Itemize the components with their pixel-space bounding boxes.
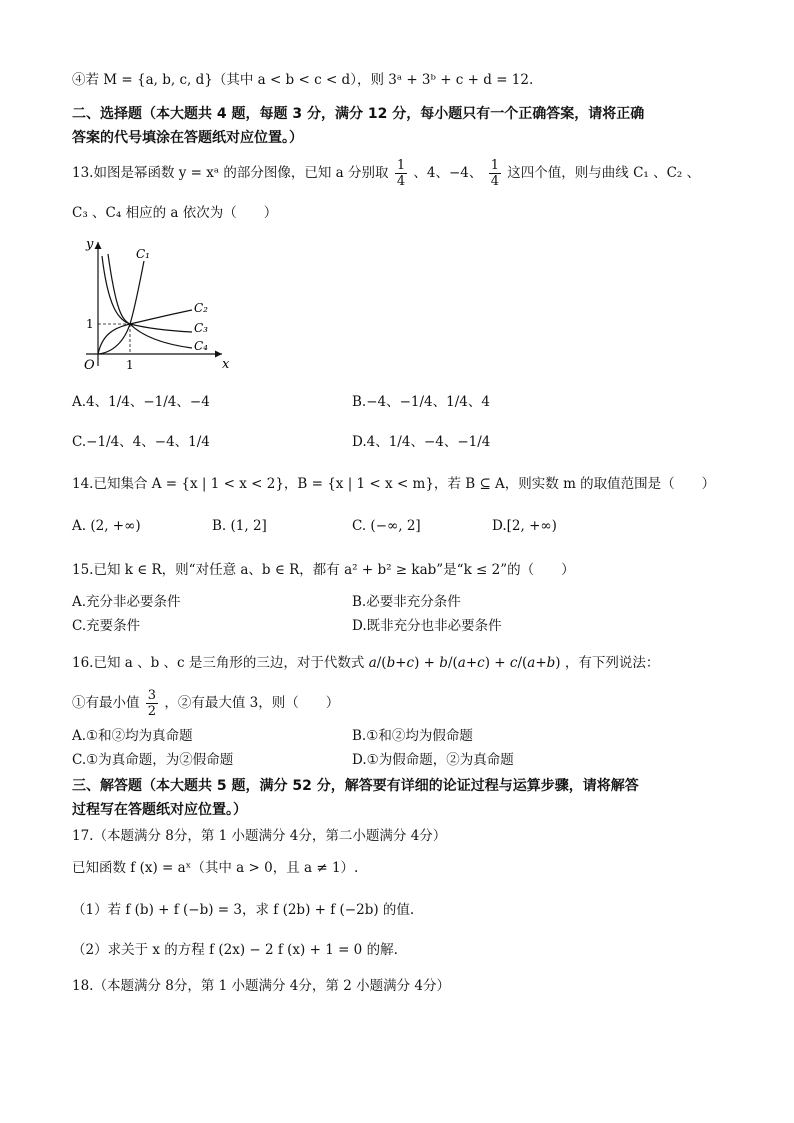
curve-c4	[108, 254, 192, 348]
q15-option-d[interactable]: D.既非充分也非必要条件	[352, 618, 502, 634]
q16-option-a[interactable]: A.①和②均为真命题	[72, 728, 193, 744]
q16-stem-line2	[72, 688, 339, 719]
section-3-title-line2: 过程写在答题纸对应位置。）	[72, 802, 247, 818]
q15-option-b[interactable]: B.必要非充分条件	[352, 594, 461, 610]
q15-option-c[interactable]: C.充要条件	[72, 618, 141, 634]
origin-label: O	[84, 358, 95, 373]
fraction-one-quarter: $\frac{1}{4}$	[396, 158, 406, 189]
q16-stem-pre: 16.已知 a 、b 、c 是三角形的三边，对于代数式	[72, 655, 365, 671]
statement-4: ④若 M = {a, b, c, d}（其中 a < b < c < d），则 3ᵃ + 3ᵇ + c + d = 12.	[72, 72, 534, 88]
q13-option-d[interactable]: D.4、1/4、−4、−1/4	[352, 434, 491, 450]
q16-option-d[interactable]: D.①为假命题，②为真命题	[352, 752, 514, 768]
x-axis-label: x	[222, 357, 230, 372]
c2-label: C₂	[194, 301, 208, 315]
section-2-title-line2: 答案的代号填涂在答题纸对应位置。）	[72, 130, 303, 146]
q13-option-c[interactable]: C.−1/4、4、−4、1/4	[72, 434, 210, 450]
y-axis-label: y	[86, 237, 94, 252]
c4-label: C₄	[194, 339, 208, 353]
q16-stem-b-pre: ①有最小值	[72, 695, 140, 711]
q16-option-b[interactable]: B.①和②均为假命题	[352, 728, 473, 744]
y-tick-label: 1	[86, 317, 94, 331]
c3-label: C₃	[194, 321, 208, 335]
curve-c2	[98, 310, 192, 354]
q14-option-b[interactable]: B. (1, 2]	[212, 518, 267, 534]
q15-option-a[interactable]: A.充分非必要条件	[72, 594, 181, 610]
q18-header: 18.（本题满分 8分，第 1 小题满分 4分，第 2 小题满分 4分）	[72, 978, 450, 994]
q16-stem-b-post: ，②有最大值 3，则（ ）	[164, 695, 340, 711]
c1-label: C₁	[136, 247, 150, 261]
q17-part2: （2）求关于 x 的方程 f (2x) − 2 f (x) + 1 = 0 的解.	[72, 942, 398, 958]
q13-stem-post: 这四个值，则与曲线 C₁ 、C₂ 、	[507, 165, 701, 181]
fraction-three-halves: $\frac{3}{2}$	[147, 688, 157, 719]
power-function-graph	[72, 236, 242, 376]
q13-option-b[interactable]: B.−4、−1/4、1/4、4	[352, 394, 490, 410]
section-3-title-line1: 三、解答题（本大题共 5 题，满分 52 分，解答要有详细的论证过程与运算步骤，请将解答	[72, 778, 639, 794]
fraction-neg-one-quarter: $\frac{1}{4}$	[490, 158, 499, 189]
q13-option-a[interactable]: A.4、1/4、−1/4、−4	[72, 394, 210, 410]
q17-header: 17.（本题满分 8分，第 1 小题满分 4分，第二小题满分 4分）	[72, 828, 447, 844]
q14-option-d[interactable]: D.[2, +∞)	[492, 518, 557, 534]
x-tick-label: 1	[126, 358, 134, 372]
q17-part1: （1）若 f (b) + f (−b) = 3，求 f (2b) + f (−2b) 的值.	[72, 902, 415, 918]
q14-option-a[interactable]: A. (2, +∞)	[72, 518, 141, 534]
q16-stem-line1: 16.已知 a 、b 、c 是三角形的三边，对于代数式 a/(b+c) + b/(a+c) + c/(a+b) ，有下列说法：	[72, 655, 660, 671]
section-2-title-line1: 二、选择题（本大题共 4 题，每题 3 分，满分 12 分，每小题只有一个正确答案，请将正确	[72, 106, 645, 122]
q13-stem-pre: 13.如图是幂函数 y = xᵃ 的部分图像，已知 a 分别取	[72, 165, 389, 181]
q14-stem: 14.已知集合 A = {x | 1 < x < 2}，B = {x | 1 < x < m}，若 B ⊆ A，则实数 m 的取值范围是（ ）	[72, 476, 716, 492]
q13-stem-line2: C₃ 、C₄ 相应的 a 依次为（ ）	[72, 205, 278, 221]
q16-stem-post: ，有下列说法：	[564, 655, 660, 671]
q15-stem: 15.已知 k ∈ R，则“对任意 a、b ∈ R，都有 a² + b² ≥ kab”是“k ≤ 2”的（ ）	[72, 562, 575, 578]
q13-stem-line1	[72, 158, 700, 189]
q17-definition: 已知函数 f (x) = aˣ（其中 a > 0，且 a ≠ 1）.	[72, 860, 359, 876]
q16-option-c[interactable]: C.①为真命题，为②假命题	[72, 752, 234, 768]
q13-stem-mid: 、4、−4、	[413, 165, 483, 181]
q14-option-c[interactable]: C. (−∞, 2]	[352, 518, 421, 534]
